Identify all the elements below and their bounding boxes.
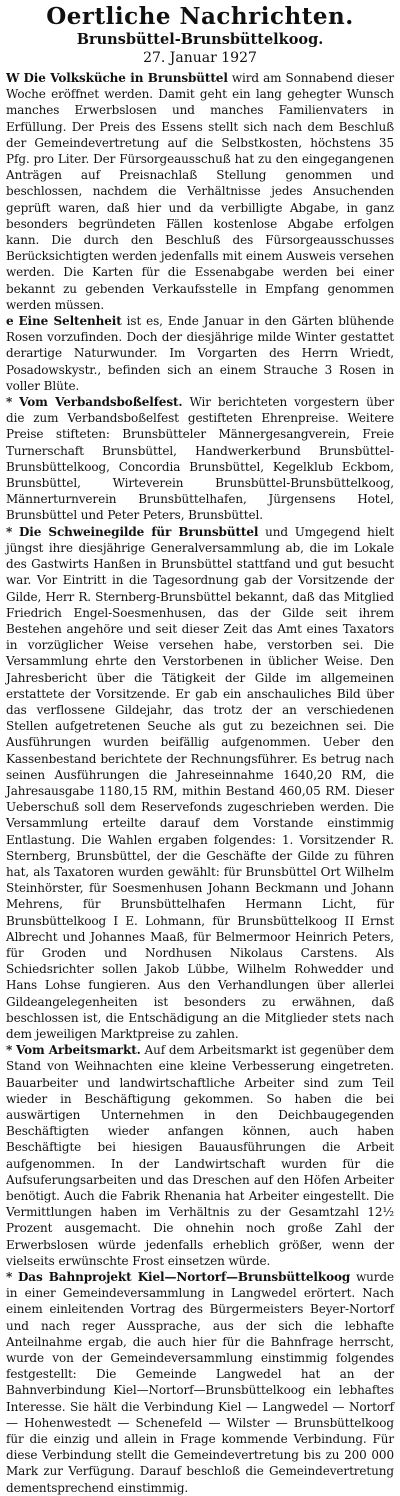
article-lead: Eine Seltenheit: [18, 314, 122, 329]
article-lead: Die Schweinegilde für Brunsbüttel: [18, 524, 259, 539]
dateline: 27. Januar 1927: [143, 50, 257, 66]
section-subhead: Brunsbüttel-Brunsbüttelkoog.: [76, 31, 324, 48]
article-lead: Das Bahnprojekt Kiel—Nortorf—Brunsbüttelkoog: [17, 1270, 351, 1285]
article-body: Wir berichteten vorgestern über die zum Verbandsboßelfest gestifteten Ehrenpreise. Weitere Preise stifteten: Brunsbütteler Männergesangverein, Freie Turnerschaft Brunsbüttel, Handwerkerbund Brunsbüttel-Brunsbüttelkoog, Concordia Brunsbüttel, Kegelklub Eckbom, Brunsbüttel, Wirteverein Brunsbüttel-Brunsbüttelkoog, Männerturnverein Brunsbüttelhafen, Jürgensens Hotel, Brunsbüttel und Peter Peters, Brunsbüttel.: [6, 395, 394, 523]
article-marker: *: [6, 395, 13, 410]
article-volkskueche: [6, 70, 394, 313]
article-lead: Die Volksküche in Brunsbüttel: [23, 71, 228, 85]
article-body: wird am Sonnabend dieser Woche eröffnet werden. Damit geht ein lang gehegter Wunsch manches Erwerbslosen und manches Familienvaters in Erfüllung. Der Preis des Essens stellt sich nach dem Beschluß der Gemeindevertretung auf die Selbstkosten, höchstens 35 Pfg. pro Liter. Der Fürsorgeausschuß hat zu den eingegangenen Anträgen auf Preisnachlaß Stellung genommen und beschlossen, nachdem die Verhältnisse jedes Ansuchenden geprüft waren, daß hier und da verbilligte Abgabe, in ganz besonders begründeten Fällen kostenlose Abgabe erfolgen kann. Die durch den Beschluß des Fürsorgeausschusses Berücksichtigten werden jedenfalls mit einem Ausweis versehen werden. Die Karten für die Essenabgabe werden bei einer bekannt zu gebenden Verkaufsstelle in Empfang genommen werden müssen.: [6, 71, 394, 312]
article-marker: *: [6, 524, 13, 539]
article-lead: Vom Arbeitsmarkt.: [15, 1043, 141, 1058]
masthead: Oertliche Nachrichten.: [46, 3, 354, 30]
article-verbandsbosselfest: [6, 394, 394, 524]
article-marker: *: [6, 1043, 13, 1058]
article-marker: *: [6, 1270, 13, 1285]
article-body: wurde in einer Gemeindeversammlung in Langwedel erörtert. Nach einem einleitenden Vortrag des Bürgermeisters Beyer-Nortorf und nach reger Aussprache, aus der sich die lebhafte Anteilnahme ergab, die auch hier für die Bahnfrage herrscht, wurde von der Gemeindeversammlung einstimmig folgendes festgestellt: Die Gemeinde Langwedel hat an der Bahnverbindung Kiel—Nortorf—Brunsbüttelkoog ein lebhaftes Interesse. Sie hält die Verbindung Kiel — Langwedel — Nortorf — Hohenwestedt — Schenefeld — Wilster — Brunsbüttelkoog für die einzig und allein in Frage kommende Verbindung. Für diese Verbindung stellt die Gemeindevertretung bis zu 200 000 Mark zur Verfügung. Darauf beschloß die Gemeindevertretung dementsprechend einstimmig.: [6, 1270, 394, 1495]
article-body: und Umgegend hielt jüngst ihre diesjährige Generalversammlung ab, die im Lokale des Gastwirts Hanßen in Brunsbüttel stattfand und gut besucht war. Vor Eintritt in die Tagesordnung gab der Vorsitzende der Gilde, Herr R. Sternberg-Brunsbüttel bekannt, daß das Mitglied Friedrich Engel-Soesmenhusen, das der Gilde seit ihrem Bestehen angehöre und seit dieser Zeit das Amt eines Taxators in vorzüglicher Weise versehen habe, verstorben sei. Die Versammlung ehrte den Verstorbenen in üblicher Weise. Den Jahresbericht über die Tätigkeit der Gilde im allgemeinen erstattete der Vorsitzende. Er gab ein anschauliches Bild über das verflossene Gildejahr, das trotz der an verschiedenen Stellen aufgetretenen Seuche als gut zu bezeichnen sei. Die Ausführungen wurden beifällig aufgenommen. Ueber den Kassenbestand berichtete der Rechnungsführer. Es betrug nach seinen Ausführungen die Jahreseinnahme 1640,20 RM, die Jahresausgabe 1180,15 RM, mithin Bestand 460,05 RM. Dieser Ueberschuß soll dem Reservefonds zugeschrieben werden. Die Versammlung erteilte darauf dem Vorstande einstimmig Entlastung. Die Wahlen ergaben folgendes: 1. Vorsitzender R. Sternberg, Brunsbüttel, der die Geschäfte der Gilde zu führen hat, als Taxatoren wurden gewählt: für Brunsbüttel Ort Wilhelm Steinhörster, für Soesmenhusen Johann Beckmann und Johann Mehrens, für Brunsbüttelhafen Hermann Licht, für Brunsbüttelkoog I E. Lohmann, für Brunsbüttelkoog II Ernst Albrecht und Johannes Maaß, für Belmermoor Heinrich Peters, für Groden und Nordhusen Nikolaus Carstens. Als Schiedsrichter sollen Jakob Lübbe, Wilhelm Rohwedder und Hans Lohse fungieren. Aus den Verhandlungen über allerlei Gildeangelegenheiten ist besonders zu erwähnen, daß beschlossen ist, die Entschädigung an die Mitglieder stets nach dem jeweiligen Marktpreise zu zahlen.: [6, 524, 394, 1041]
article-arbeitsmarkt: [6, 1042, 394, 1269]
article-body: Auf dem Arbeitsmarkt ist gegenüber dem Stand von Weihnachten eine kleine Verbesserung eingetreten. Bauarbeiter und landwirtschaftliche Arbeiter sind zum Teil wieder in Beschäftigung gekommen. So haben die bei auswärtigen Unternehmen in den Deichbaugegenden Beschäftigten wieder anfangen können, auch haben Beschäftigte bei hiesigen Bauausführungen die Arbeit aufgenommen. In der Landwirtschaft wurden für die Aufsuferungsarbeiten und das Dreschen auf den Höfen Arbeiter benötigt. Auch die Fabrik Rhenania hat Arbeiter eingestellt. Die Vermittlungen haben im Verhältnis zu der Gesamtzahl 12½ Prozent ausgemacht. Die ohnehin noch große Zahl der Erwerbslosen würde jedenfalls erheblich größer, wenn der vielseits erwünschte Frost einsetzen würde.: [6, 1043, 394, 1268]
article-body: ist es, Ende Januar in den Gärten blühende Rosen vorzufinden. Doch der diesjährige milde Winter gestattet derartige Naturwunder. Im Vorgarten des Herrn Wriedt, Posadowskystr., befinden sich an einem Strauche 3 Rosen in voller Blüte.: [6, 314, 395, 393]
article-lead: Vom Verbandsboßelfest.: [19, 395, 183, 410]
article-marker: W: [6, 71, 20, 85]
article-seltenheit: [6, 313, 394, 394]
article-schweinegilde: [6, 524, 394, 1043]
article-bahnprojekt: [6, 1269, 394, 1496]
article-marker: e: [6, 314, 14, 329]
